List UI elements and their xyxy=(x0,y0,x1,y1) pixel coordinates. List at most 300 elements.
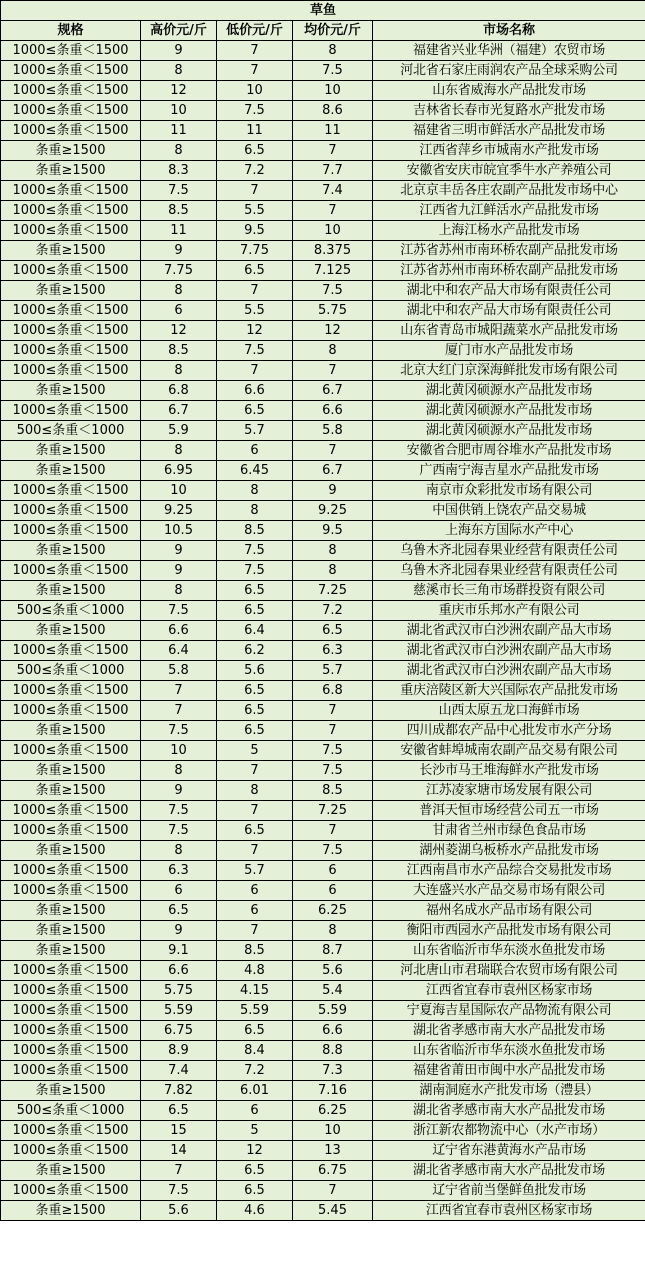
market-name-cell: 四川成都农产品中心批发市水产分场 xyxy=(373,721,645,741)
table-row xyxy=(1,1041,645,1061)
high-price-cell: 9.1 xyxy=(141,941,217,961)
market-name-cell: 湖北省武汉市白沙洲农副产品大市场 xyxy=(373,621,645,641)
avg-price-cell: 7 xyxy=(293,361,373,381)
avg-price-cell: 6.3 xyxy=(293,641,373,661)
low-price-cell: 12 xyxy=(217,1141,293,1161)
low-price-cell: 5.7 xyxy=(217,861,293,881)
avg-price-cell: 7.7 xyxy=(293,161,373,181)
high-price-cell: 6.3 xyxy=(141,861,217,881)
market-name-cell: 厦门市水产品批发市场 xyxy=(373,341,645,361)
table-row xyxy=(1,661,645,681)
market-name-cell: 河北唐山市君瑞联合农贸市场有限公司 xyxy=(373,961,645,981)
market-name-cell: 江西省萍乡市城南水产批发市场 xyxy=(373,141,645,161)
table-row xyxy=(1,681,645,701)
high-price-cell: 6 xyxy=(141,881,217,901)
low-price-cell: 7 xyxy=(217,41,293,61)
high-price-cell: 10 xyxy=(141,741,217,761)
high-price-cell: 10 xyxy=(141,481,217,501)
high-price-cell: 9.25 xyxy=(141,501,217,521)
table-row xyxy=(1,81,645,101)
low-price-cell: 6.5 xyxy=(217,1181,293,1201)
market-name-cell: 乌鲁木齐北园春果业经营有限责任公司 xyxy=(373,541,645,561)
market-name-cell: 江西省九江鲜活水产品批发市场 xyxy=(373,201,645,221)
low-price-cell: 8.5 xyxy=(217,941,293,961)
high-price-cell: 7.5 xyxy=(141,601,217,621)
spec-cell: 1000≤条重＜1500 xyxy=(1,1001,141,1021)
table-row xyxy=(1,321,645,341)
low-price-cell: 10 xyxy=(217,81,293,101)
avg-price-cell: 6 xyxy=(293,881,373,901)
avg-price-cell: 7.5 xyxy=(293,841,373,861)
market-name-cell: 江西南昌市水产品综合交易批发市场 xyxy=(373,861,645,881)
table-row xyxy=(1,41,645,61)
table-row xyxy=(1,281,645,301)
header-low-price: 低价元/斤 xyxy=(217,21,293,41)
low-price-cell: 6.5 xyxy=(217,581,293,601)
market-name-cell: 北京京丰岳各庄农副产品批发市场中心 xyxy=(373,181,645,201)
avg-price-cell: 5.8 xyxy=(293,421,373,441)
high-price-cell: 7.4 xyxy=(141,1061,217,1081)
table-row xyxy=(1,1061,645,1081)
table-row xyxy=(1,1181,645,1201)
spec-cell: 条重≥1500 xyxy=(1,841,141,861)
low-price-cell: 6.5 xyxy=(217,701,293,721)
avg-price-cell: 9.25 xyxy=(293,501,373,521)
high-price-cell: 7 xyxy=(141,681,217,701)
avg-price-cell: 9 xyxy=(293,481,373,501)
low-price-cell: 4.6 xyxy=(217,1201,293,1221)
table-row xyxy=(1,1001,645,1021)
high-price-cell: 7.5 xyxy=(141,821,217,841)
high-price-cell: 8 xyxy=(141,441,217,461)
table-row xyxy=(1,961,645,981)
market-name-cell: 山东省临沂市华东淡水鱼批发市场 xyxy=(373,1041,645,1061)
low-price-cell: 6.5 xyxy=(217,601,293,621)
high-price-cell: 6.8 xyxy=(141,381,217,401)
spec-cell: 1000≤条重＜1500 xyxy=(1,681,141,701)
high-price-cell: 9 xyxy=(141,781,217,801)
market-name-cell: 福建省三明市鲜活水产品批发市场 xyxy=(373,121,645,141)
spec-cell: 条重≥1500 xyxy=(1,161,141,181)
market-name-cell: 湖州菱湖乌板桥水产品批发市场 xyxy=(373,841,645,861)
low-price-cell: 11 xyxy=(217,121,293,141)
market-name-cell: 北京大红门京深海鲜批发市场有限公司 xyxy=(373,361,645,381)
market-name-cell: 江苏凌家塘市场发展有限公司 xyxy=(373,781,645,801)
avg-price-cell: 10 xyxy=(293,81,373,101)
high-price-cell: 8.3 xyxy=(141,161,217,181)
table-row xyxy=(1,821,645,841)
high-price-cell: 9 xyxy=(141,561,217,581)
spec-cell: 1000≤条重＜1500 xyxy=(1,361,141,381)
market-name-cell: 上海江杨水产品批发市场 xyxy=(373,221,645,241)
market-name-cell: 湖北中和农产品大市场有限责任公司 xyxy=(373,281,645,301)
avg-price-cell: 8 xyxy=(293,921,373,941)
low-price-cell: 8 xyxy=(217,501,293,521)
table-row xyxy=(1,521,645,541)
market-name-cell: 安徽省合肥市周谷堆水产品批发市场 xyxy=(373,441,645,461)
avg-price-cell: 7 xyxy=(293,441,373,461)
high-price-cell: 6.6 xyxy=(141,961,217,981)
header-row xyxy=(1,21,645,41)
low-price-cell: 8.4 xyxy=(217,1041,293,1061)
spec-cell: 1000≤条重＜1500 xyxy=(1,481,141,501)
table-row xyxy=(1,481,645,501)
low-price-cell: 6.5 xyxy=(217,261,293,281)
low-price-cell: 9.5 xyxy=(217,221,293,241)
market-name-cell: 湖北黄冈硕源水产品批发市场 xyxy=(373,401,645,421)
market-name-cell: 河北省石家庄雨润农产品全球采购公司 xyxy=(373,61,645,81)
header-spec: 规格 xyxy=(1,21,141,41)
low-price-cell: 6.5 xyxy=(217,1021,293,1041)
spec-cell: 1000≤条重＜1500 xyxy=(1,1061,141,1081)
low-price-cell: 7.5 xyxy=(217,541,293,561)
low-price-cell: 7 xyxy=(217,801,293,821)
table-row xyxy=(1,801,645,821)
high-price-cell: 8 xyxy=(141,141,217,161)
avg-price-cell: 7.3 xyxy=(293,1061,373,1081)
high-price-cell: 5.75 xyxy=(141,981,217,1001)
avg-price-cell: 12 xyxy=(293,321,373,341)
table-row xyxy=(1,301,645,321)
low-price-cell: 8.5 xyxy=(217,521,293,541)
table-row xyxy=(1,901,645,921)
avg-price-cell: 10 xyxy=(293,221,373,241)
table-row xyxy=(1,641,645,661)
table-row xyxy=(1,781,645,801)
spec-cell: 500≤条重＜1000 xyxy=(1,421,141,441)
avg-price-cell: 5.4 xyxy=(293,981,373,1001)
table-row xyxy=(1,561,645,581)
spec-cell: 1000≤条重＜1500 xyxy=(1,121,141,141)
market-name-cell: 湖北中和农产品大市场有限责任公司 xyxy=(373,301,645,321)
spec-cell: 1000≤条重＜1500 xyxy=(1,861,141,881)
low-price-cell: 5 xyxy=(217,741,293,761)
market-name-cell: 湖北黄冈硕源水产品批发市场 xyxy=(373,381,645,401)
spec-cell: 条重≥1500 xyxy=(1,781,141,801)
spec-cell: 1000≤条重＜1500 xyxy=(1,81,141,101)
high-price-cell: 6.75 xyxy=(141,1021,217,1041)
low-price-cell: 6 xyxy=(217,1101,293,1121)
low-price-cell: 5.5 xyxy=(217,201,293,221)
market-name-cell: 福建省莆田市闽中水产品批发市场 xyxy=(373,1061,645,1081)
spec-cell: 1000≤条重＜1500 xyxy=(1,1121,141,1141)
table-row xyxy=(1,621,645,641)
low-price-cell: 6.5 xyxy=(217,681,293,701)
high-price-cell: 15 xyxy=(141,1121,217,1141)
spec-cell: 条重≥1500 xyxy=(1,721,141,741)
avg-price-cell: 9.5 xyxy=(293,521,373,541)
spec-cell: 1000≤条重＜1500 xyxy=(1,301,141,321)
market-name-cell: 安徽省安庆市皖宜季牛水产养殖公司 xyxy=(373,161,645,181)
avg-price-cell: 13 xyxy=(293,1141,373,1161)
spec-cell: 条重≥1500 xyxy=(1,901,141,921)
market-name-cell: 福州名成水产品市场有限公司 xyxy=(373,901,645,921)
table-row xyxy=(1,541,645,561)
spec-cell: 1000≤条重＜1500 xyxy=(1,321,141,341)
avg-price-cell: 8.7 xyxy=(293,941,373,961)
spec-cell: 条重≥1500 xyxy=(1,941,141,961)
market-name-cell: 长沙市马王堆海鲜水产批发市场 xyxy=(373,761,645,781)
low-price-cell: 7.2 xyxy=(217,161,293,181)
table-row xyxy=(1,1141,645,1161)
avg-price-cell: 7.25 xyxy=(293,581,373,601)
market-name-cell: 衡阳市西园水产品批发市场有限公司 xyxy=(373,921,645,941)
header-avg-price: 均价元/斤 xyxy=(293,21,373,41)
table-row xyxy=(1,1081,645,1101)
high-price-cell: 6.5 xyxy=(141,901,217,921)
avg-price-cell: 5.7 xyxy=(293,661,373,681)
market-name-cell: 重庆涪陵区新大兴国际农产品批发市场 xyxy=(373,681,645,701)
low-price-cell: 6.2 xyxy=(217,641,293,661)
market-name-cell: 中国供销上饶农产品交易城 xyxy=(373,501,645,521)
high-price-cell: 14 xyxy=(141,1141,217,1161)
avg-price-cell: 6.7 xyxy=(293,381,373,401)
high-price-cell: 9 xyxy=(141,921,217,941)
high-price-cell: 6.5 xyxy=(141,1101,217,1121)
spec-cell: 1000≤条重＜1500 xyxy=(1,261,141,281)
market-name-cell: 普洱天恒市场经营公司五一市场 xyxy=(373,801,645,821)
spec-cell: 条重≥1500 xyxy=(1,281,141,301)
table-row xyxy=(1,121,645,141)
avg-price-cell: 7.5 xyxy=(293,281,373,301)
spec-cell: 1000≤条重＜1500 xyxy=(1,521,141,541)
table-row xyxy=(1,1161,645,1181)
market-name-cell: 南京市众彩批发市场有限公司 xyxy=(373,481,645,501)
avg-price-cell: 8.6 xyxy=(293,101,373,121)
low-price-cell: 7.75 xyxy=(217,241,293,261)
table-row xyxy=(1,201,645,221)
low-price-cell: 6.5 xyxy=(217,821,293,841)
market-name-cell: 安徽省蚌埠城南农副产品交易有限公司 xyxy=(373,741,645,761)
low-price-cell: 4.15 xyxy=(217,981,293,1001)
spec-cell: 1000≤条重＜1500 xyxy=(1,501,141,521)
table-row xyxy=(1,861,645,881)
avg-price-cell: 6.7 xyxy=(293,461,373,481)
low-price-cell: 6 xyxy=(217,441,293,461)
market-name-cell: 辽宁省前当堡鲜鱼批发市场 xyxy=(373,1181,645,1201)
avg-price-cell: 7 xyxy=(293,141,373,161)
avg-price-cell: 10 xyxy=(293,1121,373,1141)
low-price-cell: 6 xyxy=(217,901,293,921)
high-price-cell: 6.4 xyxy=(141,641,217,661)
table-row xyxy=(1,941,645,961)
low-price-cell: 7 xyxy=(217,361,293,381)
table-row xyxy=(1,401,645,421)
table-row xyxy=(1,341,645,361)
avg-price-cell: 6.6 xyxy=(293,1021,373,1041)
spec-cell: 1000≤条重＜1500 xyxy=(1,1021,141,1041)
high-price-cell: 7 xyxy=(141,701,217,721)
market-name-cell: 福建省兴业华洲（福建）农贸市场 xyxy=(373,41,645,61)
table-body xyxy=(1,41,645,1221)
low-price-cell: 7 xyxy=(217,761,293,781)
avg-price-cell: 8.375 xyxy=(293,241,373,261)
spec-cell: 1000≤条重＜1500 xyxy=(1,181,141,201)
table-row xyxy=(1,161,645,181)
low-price-cell: 6.5 xyxy=(217,1161,293,1181)
spec-cell: 1000≤条重＜1500 xyxy=(1,201,141,221)
low-price-cell: 7 xyxy=(217,281,293,301)
market-name-cell: 慈溪市长三角市场群投资有限公司 xyxy=(373,581,645,601)
low-price-cell: 6.01 xyxy=(217,1081,293,1101)
market-name-cell: 山西太原五龙口海鲜市场 xyxy=(373,701,645,721)
high-price-cell: 12 xyxy=(141,321,217,341)
table-row xyxy=(1,141,645,161)
high-price-cell: 11 xyxy=(141,221,217,241)
high-price-cell: 9 xyxy=(141,241,217,261)
spec-cell: 1000≤条重＜1500 xyxy=(1,61,141,81)
spec-cell: 1000≤条重＜1500 xyxy=(1,561,141,581)
low-price-cell: 8 xyxy=(217,781,293,801)
market-name-cell: 重庆市乐邦水产有限公司 xyxy=(373,601,645,621)
spec-cell: 条重≥1500 xyxy=(1,241,141,261)
table-row xyxy=(1,741,645,761)
header-market-name: 市场名称 xyxy=(373,21,645,41)
spec-cell: 1000≤条重＜1500 xyxy=(1,881,141,901)
low-price-cell: 6.6 xyxy=(217,381,293,401)
avg-price-cell: 6.8 xyxy=(293,681,373,701)
spec-cell: 1000≤条重＜1500 xyxy=(1,221,141,241)
spec-cell: 1000≤条重＜1500 xyxy=(1,1041,141,1061)
table-row xyxy=(1,461,645,481)
low-price-cell: 5.6 xyxy=(217,661,293,681)
low-price-cell: 7 xyxy=(217,921,293,941)
avg-price-cell: 6.75 xyxy=(293,1161,373,1181)
low-price-cell: 12 xyxy=(217,321,293,341)
spec-cell: 条重≥1500 xyxy=(1,441,141,461)
market-name-cell: 江苏省苏州市南环桥农副产品批发市场 xyxy=(373,241,645,261)
avg-price-cell: 7.5 xyxy=(293,761,373,781)
table-row xyxy=(1,721,645,741)
market-name-cell: 广西南宁海吉星水产品批发市场 xyxy=(373,461,645,481)
table-row xyxy=(1,581,645,601)
spec-cell: 1000≤条重＜1500 xyxy=(1,741,141,761)
spec-cell: 1000≤条重＜1500 xyxy=(1,41,141,61)
market-name-cell: 湖北黄冈硕源水产品批发市场 xyxy=(373,421,645,441)
table-row xyxy=(1,421,645,441)
high-price-cell: 11 xyxy=(141,121,217,141)
high-price-cell: 6 xyxy=(141,301,217,321)
market-name-cell: 江西省宜春市袁州区杨家市场 xyxy=(373,981,645,1001)
avg-price-cell: 6.25 xyxy=(293,1101,373,1121)
spec-cell: 条重≥1500 xyxy=(1,541,141,561)
spec-cell: 1000≤条重＜1500 xyxy=(1,1141,141,1161)
spec-cell: 1000≤条重＜1500 xyxy=(1,701,141,721)
high-price-cell: 8 xyxy=(141,361,217,381)
low-price-cell: 6.5 xyxy=(217,141,293,161)
table-row xyxy=(1,601,645,621)
low-price-cell: 7.5 xyxy=(217,561,293,581)
high-price-cell: 10.5 xyxy=(141,521,217,541)
avg-price-cell: 7.125 xyxy=(293,261,373,281)
low-price-cell: 8 xyxy=(217,481,293,501)
high-price-cell: 5.8 xyxy=(141,661,217,681)
market-name-cell: 大连盛兴水产品交易市场有限公司 xyxy=(373,881,645,901)
market-name-cell: 山东省临沂市华东淡水鱼批发市场 xyxy=(373,941,645,961)
table-row xyxy=(1,181,645,201)
spec-cell: 条重≥1500 xyxy=(1,381,141,401)
spec-cell: 1000≤条重＜1500 xyxy=(1,101,141,121)
table-title: 草鱼 xyxy=(1,1,645,21)
table-row xyxy=(1,701,645,721)
avg-price-cell: 8 xyxy=(293,341,373,361)
high-price-cell: 8.9 xyxy=(141,1041,217,1061)
market-name-cell: 湖北省孝感市南大水产品批发市场 xyxy=(373,1161,645,1181)
market-name-cell: 宁夏海吉星国际农产品物流有限公司 xyxy=(373,1001,645,1021)
market-name-cell: 乌鲁木齐北园春果业经营有限责任公司 xyxy=(373,561,645,581)
market-name-cell: 湖北省孝感市南大水产品批发市场 xyxy=(373,1021,645,1041)
high-price-cell: 8 xyxy=(141,761,217,781)
avg-price-cell: 7 xyxy=(293,721,373,741)
avg-price-cell: 7 xyxy=(293,701,373,721)
spec-cell: 条重≥1500 xyxy=(1,1201,141,1221)
table-row xyxy=(1,261,645,281)
avg-price-cell: 7.5 xyxy=(293,741,373,761)
avg-price-cell: 7 xyxy=(293,1181,373,1201)
avg-price-cell: 8 xyxy=(293,41,373,61)
avg-price-cell: 8 xyxy=(293,561,373,581)
table-row xyxy=(1,761,645,781)
avg-price-cell: 7.25 xyxy=(293,801,373,821)
avg-price-cell: 5.6 xyxy=(293,961,373,981)
spec-cell: 1000≤条重＜1500 xyxy=(1,1181,141,1201)
spec-cell: 1000≤条重＜1500 xyxy=(1,961,141,981)
low-price-cell: 7.5 xyxy=(217,101,293,121)
high-price-cell: 6.95 xyxy=(141,461,217,481)
avg-price-cell: 7 xyxy=(293,821,373,841)
avg-price-cell: 7.16 xyxy=(293,1081,373,1101)
avg-price-cell: 11 xyxy=(293,121,373,141)
table-row xyxy=(1,921,645,941)
table-row xyxy=(1,1201,645,1221)
low-price-cell: 6 xyxy=(217,881,293,901)
high-price-cell: 8 xyxy=(141,581,217,601)
low-price-cell: 7 xyxy=(217,841,293,861)
low-price-cell: 6.4 xyxy=(217,621,293,641)
high-price-cell: 12 xyxy=(141,81,217,101)
avg-price-cell: 8.8 xyxy=(293,1041,373,1061)
avg-price-cell: 7.4 xyxy=(293,181,373,201)
high-price-cell: 8 xyxy=(141,841,217,861)
avg-price-cell: 5.75 xyxy=(293,301,373,321)
table-row xyxy=(1,1101,645,1121)
high-price-cell: 10 xyxy=(141,101,217,121)
market-name-cell: 辽宁省东港黄海水产品市场 xyxy=(373,1141,645,1161)
high-price-cell: 6.6 xyxy=(141,621,217,641)
low-price-cell: 4.8 xyxy=(217,961,293,981)
spec-cell: 条重≥1500 xyxy=(1,1081,141,1101)
spec-cell: 条重≥1500 xyxy=(1,141,141,161)
market-name-cell: 江苏省苏州市南环桥农副产品批发市场 xyxy=(373,261,645,281)
market-name-cell: 山东省威海水产品批发市场 xyxy=(373,81,645,101)
table-row xyxy=(1,881,645,901)
spec-cell: 500≤条重＜1000 xyxy=(1,601,141,621)
low-price-cell: 5.59 xyxy=(217,1001,293,1021)
low-price-cell: 6.45 xyxy=(217,461,293,481)
high-price-cell: 7.5 xyxy=(141,1181,217,1201)
table-row xyxy=(1,501,645,521)
table-row xyxy=(1,981,645,1001)
low-price-cell: 5.7 xyxy=(217,421,293,441)
high-price-cell: 8.5 xyxy=(141,201,217,221)
avg-price-cell: 6.5 xyxy=(293,621,373,641)
table-row xyxy=(1,361,645,381)
high-price-cell: 5.6 xyxy=(141,1201,217,1221)
market-name-cell: 吉林省长春市光复路水产批发市场 xyxy=(373,101,645,121)
high-price-cell: 7.82 xyxy=(141,1081,217,1101)
avg-price-cell: 5.45 xyxy=(293,1201,373,1221)
spec-cell: 1000≤条重＜1500 xyxy=(1,801,141,821)
